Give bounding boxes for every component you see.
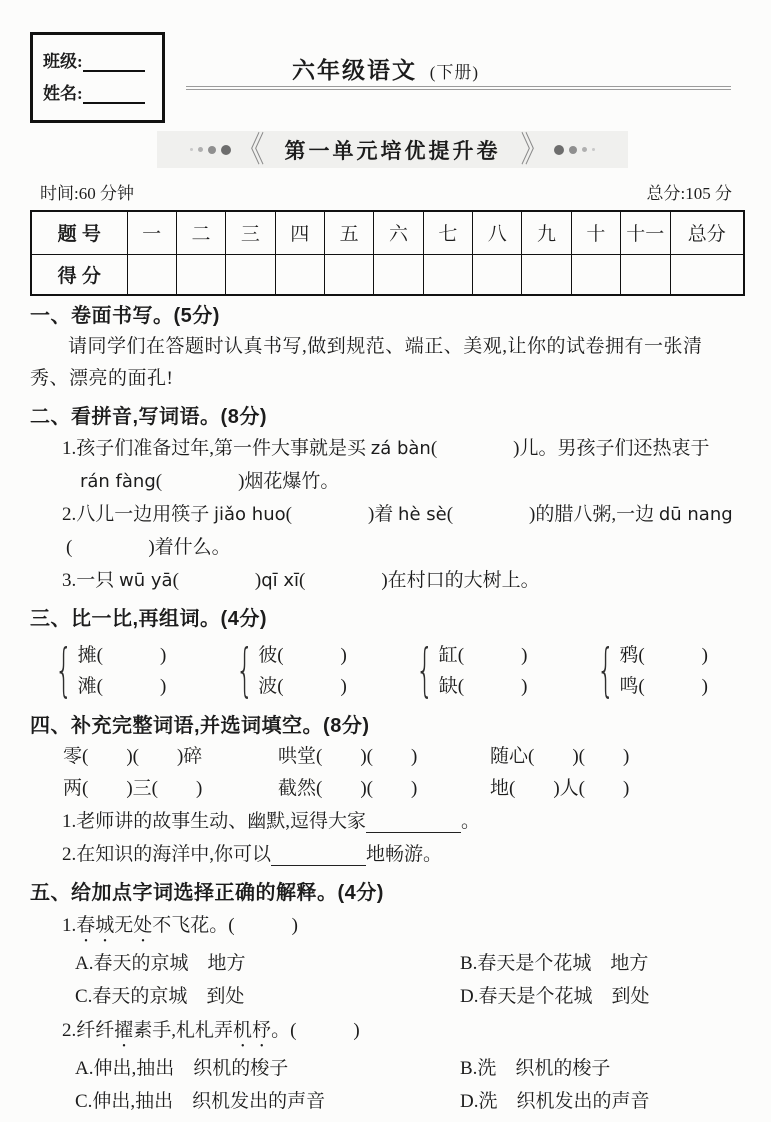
word-pair [54,640,166,702]
score-row-label: 得 分 [31,254,127,295]
name-label: 姓名: [43,84,83,104]
options-grid [30,1052,736,1118]
score-row-label: 题 号 [31,211,127,254]
pair-bottom: 波( ) [258,676,347,697]
text-segment: ( )着什么。 [66,537,231,558]
text-segment [366,811,461,833]
time-label: 时间:60 分钟 [40,184,134,203]
option-item: A.伸出,抽出 织机的梭子 [75,1058,289,1079]
score-cell-empty [473,254,522,295]
score-cell-empty [127,254,176,295]
paper-content [30,301,736,1118]
total-label: 总分:105 分 [646,184,732,203]
section-three [30,604,736,704]
pinyin-item-line [30,498,736,531]
text-segment: 春城 [76,915,115,936]
pinyin-item-line [30,432,736,465]
text-segment: jiǎo huo [214,504,286,525]
text-segment: ( )着 [285,504,399,525]
pair-top: 鸦( ) [619,645,708,666]
pair-bottom: 缺( ) [438,676,528,697]
text-segment: 机杼 [233,1020,272,1041]
text-segment: wū yā [119,570,173,591]
score-col-header: 三 [226,211,275,254]
pair-bottom: 鸣( ) [619,676,708,697]
section-four [30,711,736,871]
score-cell-empty [176,254,225,295]
text-segment: 1. [62,915,77,936]
pair-top: 缸( ) [438,645,528,666]
score-cell-empty [275,254,324,295]
text-segment [271,844,366,866]
score-col-header: 四 [275,211,324,254]
phrase-cell: 零( )( )碎 [63,746,203,767]
text-segment: 。 [461,811,481,832]
phrase-row [30,773,736,805]
brace-icon [416,640,434,701]
dot-icon [592,148,595,151]
phrase-cell: 地( )人( ) [490,778,630,799]
pair-bottom: 滩( ) [77,676,167,697]
text-segment: 1.老师讲的故事生动、幽默,逗得大家 [62,811,367,832]
exam-title: 第一单元培优提升卷 [284,139,501,163]
dot-icon [554,145,564,155]
score-col-header: 十 [571,211,620,254]
score-table [30,210,745,296]
brace-icon [597,640,615,701]
text-segment: 2.纤纤 [62,1020,115,1041]
fill-item-line [30,805,736,838]
score-col-header: 九 [522,211,571,254]
text-segment: 素手,札札弄 [133,1020,234,1041]
pinyin-item-line [30,531,736,564]
score-table-score-row [31,254,744,295]
title-ornament-right [521,136,595,164]
option-item: C.春天的京城 到处 [75,986,245,1007]
text-segment: ( ) [172,570,262,591]
score-col-header: 十一 [621,211,670,254]
text-segment: hè sè [398,504,447,525]
text-segment: 2.在知识的海洋中,你可以 [62,844,272,865]
text-segment: 。( ) [271,1020,360,1041]
text-segment: 擢 [114,1020,134,1041]
dot-icon [582,147,587,152]
score-col-header: 五 [324,211,373,254]
pinyin-item-line [30,465,736,498]
score-cell-empty [670,254,744,295]
dot-icon [190,148,193,151]
phrase-cell: 两( )三( ) [63,778,203,799]
section-one-heading: 一、卷面书写。(5分) [30,305,220,327]
pinyin-item-line [30,564,736,597]
option-item: D.洗 织机发出的声音 [460,1091,650,1112]
text-segment: qī xī [261,570,300,591]
text-segment: 地畅游。 [366,844,443,865]
header-double-rule [186,86,731,90]
fill-item-line [30,838,736,871]
score-col-header: 一 [127,211,176,254]
question-line [30,908,736,947]
text-segment: 无 [114,915,134,936]
section-one-body: 请同学们在答题时认真书写,做到规范、端正、美观,让你的试卷拥有一张清秀、漂亮的面孔! [30,336,703,389]
section-two [30,402,736,597]
section-five-heading: 五、给加点字词选择正确的解释。(4分) [30,882,384,904]
text-segment: 1.孩子们准备过年,第一件大事就是买 [62,438,371,459]
text-segment: 2.八儿一边用筷子 [62,504,215,525]
text-segment: ( )烟花爆竹。 [155,471,340,492]
text-segment: ( )儿。男孩子们还热衷于 [430,438,710,459]
option-item: D.春天是个花城 到处 [460,986,650,1007]
brace-icon [235,640,253,701]
option-item: B.春天是个花城 地方 [460,953,649,974]
text-segment: rán fàng [80,471,156,492]
score-col-header: 总分 [670,211,744,254]
option-item: A.春天的京城 地方 [75,953,246,974]
dot-icon [221,145,231,155]
text-segment: ( )在村口的大树上。 [299,570,540,591]
section-five [30,878,736,1118]
score-cell-empty [571,254,620,295]
flourish-left-icon [236,132,264,167]
word-pair [596,640,708,702]
phrase-row [30,741,736,773]
dot-icon [198,147,203,152]
text-segment: 处 [133,915,153,936]
score-cell-empty [522,254,571,295]
option-item: C.伸出,抽出 织机发出的声音 [75,1091,326,1112]
dot-icon [208,146,216,154]
course-header [0,52,771,85]
name-blank [83,86,145,104]
exam-title-band [157,131,628,168]
word-pair [235,640,347,702]
dot-icon [569,146,577,154]
word-pair [415,640,527,702]
class-label: 班级: [43,51,83,71]
score-cell-empty [374,254,423,295]
score-cell-empty [423,254,472,295]
pair-top: 彼( ) [258,645,347,666]
score-cell-empty [226,254,275,295]
text-segment: zá bàn [370,438,431,459]
flourish-right-icon [521,132,549,167]
text-segment: dū nang [658,504,733,525]
options-grid [30,947,736,1013]
question-line [30,1013,736,1052]
section-two-heading: 二、看拼音,写词语。(8分) [30,406,267,428]
brace-icon [55,640,73,701]
section-four-heading: 四、补充完整词语,并选词填空。(8分) [30,715,370,737]
text-segment: 不飞花。( ) [152,915,298,936]
score-col-header: 七 [423,211,472,254]
section-one [30,301,736,395]
score-col-header: 二 [176,211,225,254]
phrase-cell: 截然( )( ) [278,778,418,799]
title-ornament-left [190,136,264,164]
score-table-header-row [31,211,744,254]
meta-row [40,179,732,204]
volume-label: (下册) [429,63,480,82]
text-segment: ( )的腊八粥,一边 [446,504,659,525]
score-col-header: 六 [374,211,423,254]
section-three-heading: 三、比一比,再组词。(4分) [30,608,267,630]
pair-top: 摊( ) [77,645,167,666]
option-item: B.洗 织机的梭子 [460,1058,611,1079]
course-title: 六年级语文 [291,57,417,83]
score-cell-empty [621,254,670,295]
score-col-header: 八 [473,211,522,254]
word-pairs-row [30,634,736,704]
text-segment: 3.一只 [62,570,120,591]
score-cell-empty [324,254,373,295]
phrase-cell: 哄堂( )( ) [278,746,418,767]
phrase-cell: 随心( )( ) [490,746,630,767]
